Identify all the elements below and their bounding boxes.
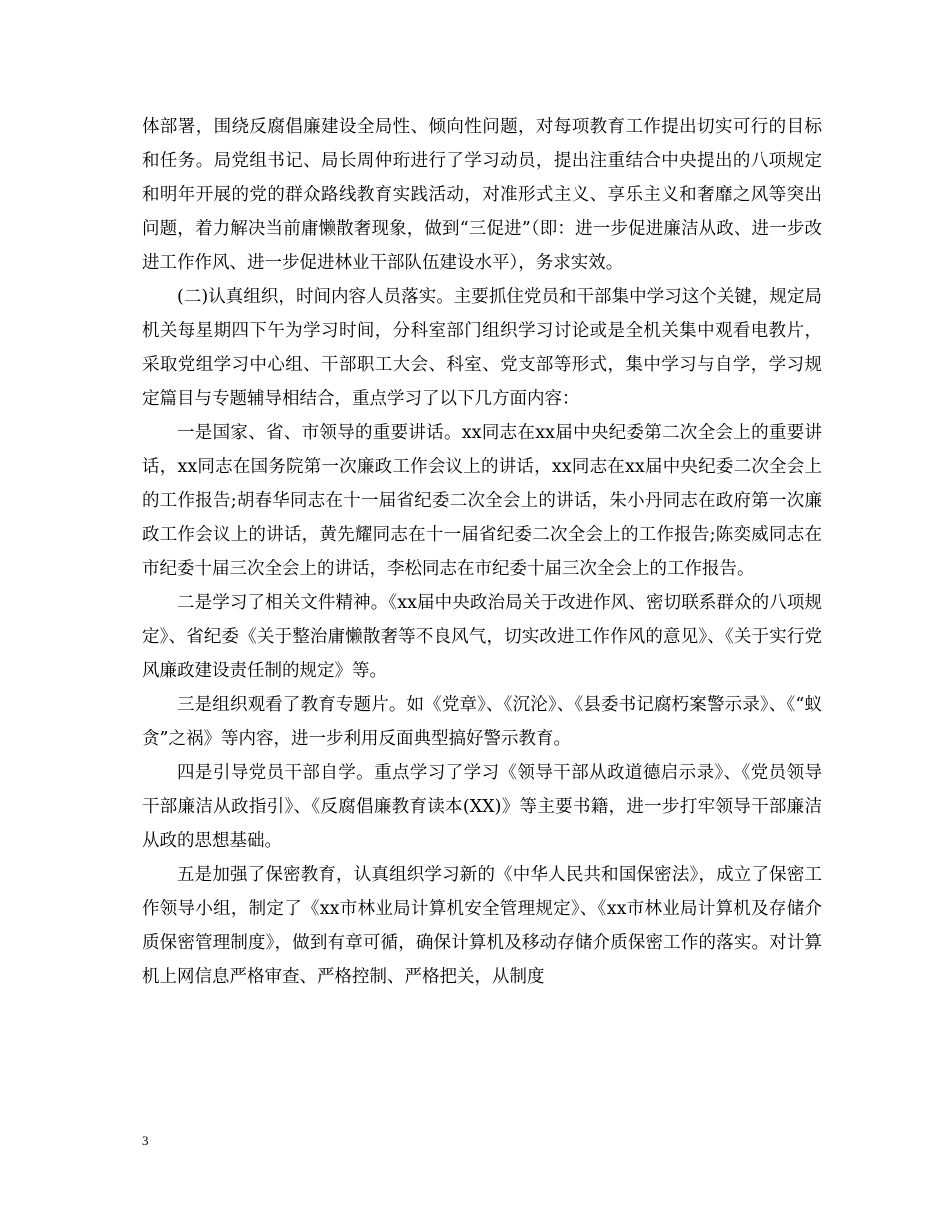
paragraph-organization: (二)认真组织，时间内容人员落实。主要抓住党员和干部集中学习这个关键，规定局机关每星期四下午为学习时间，分科室部门组织学习讨论或是全机关集中观看电教片，采取党组学习中心组、干部职工大会、科室、党支部等形式，集中学习与自学，学习规定篇目与专题辅导相结合，重点学习了以下几方面内容： <box>142 287 822 409</box>
paragraph-continuation: 体部署，围绕反腐倡廉建设全局性、倾向性问题，对每项教育工作提出切实可行的目标和任务。局党组书记、局长周仲珩进行了学习动员，提出注重结合中央提出的八项规定和明年开展的党的群众路线教育实践活动，对准形式主义、享乐主义和奢靡之风等突出问题，着力解决当前庸懒散奢现象，做到“三促进”（即：进一步促进廉洁从政、进一步改进工作作风、进一步促进林业干部队伍建设水平），务求实效。 <box>142 117 822 273</box>
paragraph-confidentiality: 五是加强了保密教育，认真组织学习新的《中华人民共和国保密法》，成立了保密工作领导小组，制定了《xx市林业局计算机安全管理规定》、《xx市林业局计算机及存储介质保密管理制度》，做到有章可循，确保计算机及移动存储介质保密工作的落实。对计算机上网信息严格审查、严格控制、严格把关，从制度 <box>142 865 822 987</box>
page-number: 3 <box>142 1133 149 1148</box>
paragraph-leader-speeches: 一是国家、省、市领导的重要讲话。xx同志在xx届中央纪委第二次全会上的重要讲话，xx同志在国务院第一次廉政工作会议上的讲话，xx同志在xx届中央纪委二次全会上的工作报告;胡春华同志在十一届省纪委二次全会上的讲话，朱小丹同志在政府第一次廉政工作会议上的讲话，黄先耀同志在十一届省纪委二次全会上的工作报告;陈奕威同志在市纪委十届三次全会上的讲话，李松同志在市纪委十届三次全会上的工作报告。 <box>142 423 822 579</box>
paragraph-films: 三是组织观看了教育专题片。如《党章》、《沉沦》、《县委书记腐朽案警示录》、《“蚁贪”之祸》等内容，进一步利用反面典型搞好警示教育。 <box>142 695 822 749</box>
paragraph-self-study: 四是引导党员干部自学。重点学习了学习《领导干部从政道德启示录》、《党员领导干部廉洁从政指引》、《反腐倡廉教育读本(XX)》等主要书籍，进一步打牢领导干部廉洁从政的思想基础。 <box>142 763 822 851</box>
paragraph-documents: 二是学习了相关文件精神。《xx届中央政治局关于改进作风、密切联系群众的八项规定》、省纪委《关于整治庸懒散奢等不良风气，切实改进工作作风的意见》、《关于实行党风廉政建设责任制的规定》等。 <box>142 593 822 681</box>
document-body <box>142 110 822 994</box>
